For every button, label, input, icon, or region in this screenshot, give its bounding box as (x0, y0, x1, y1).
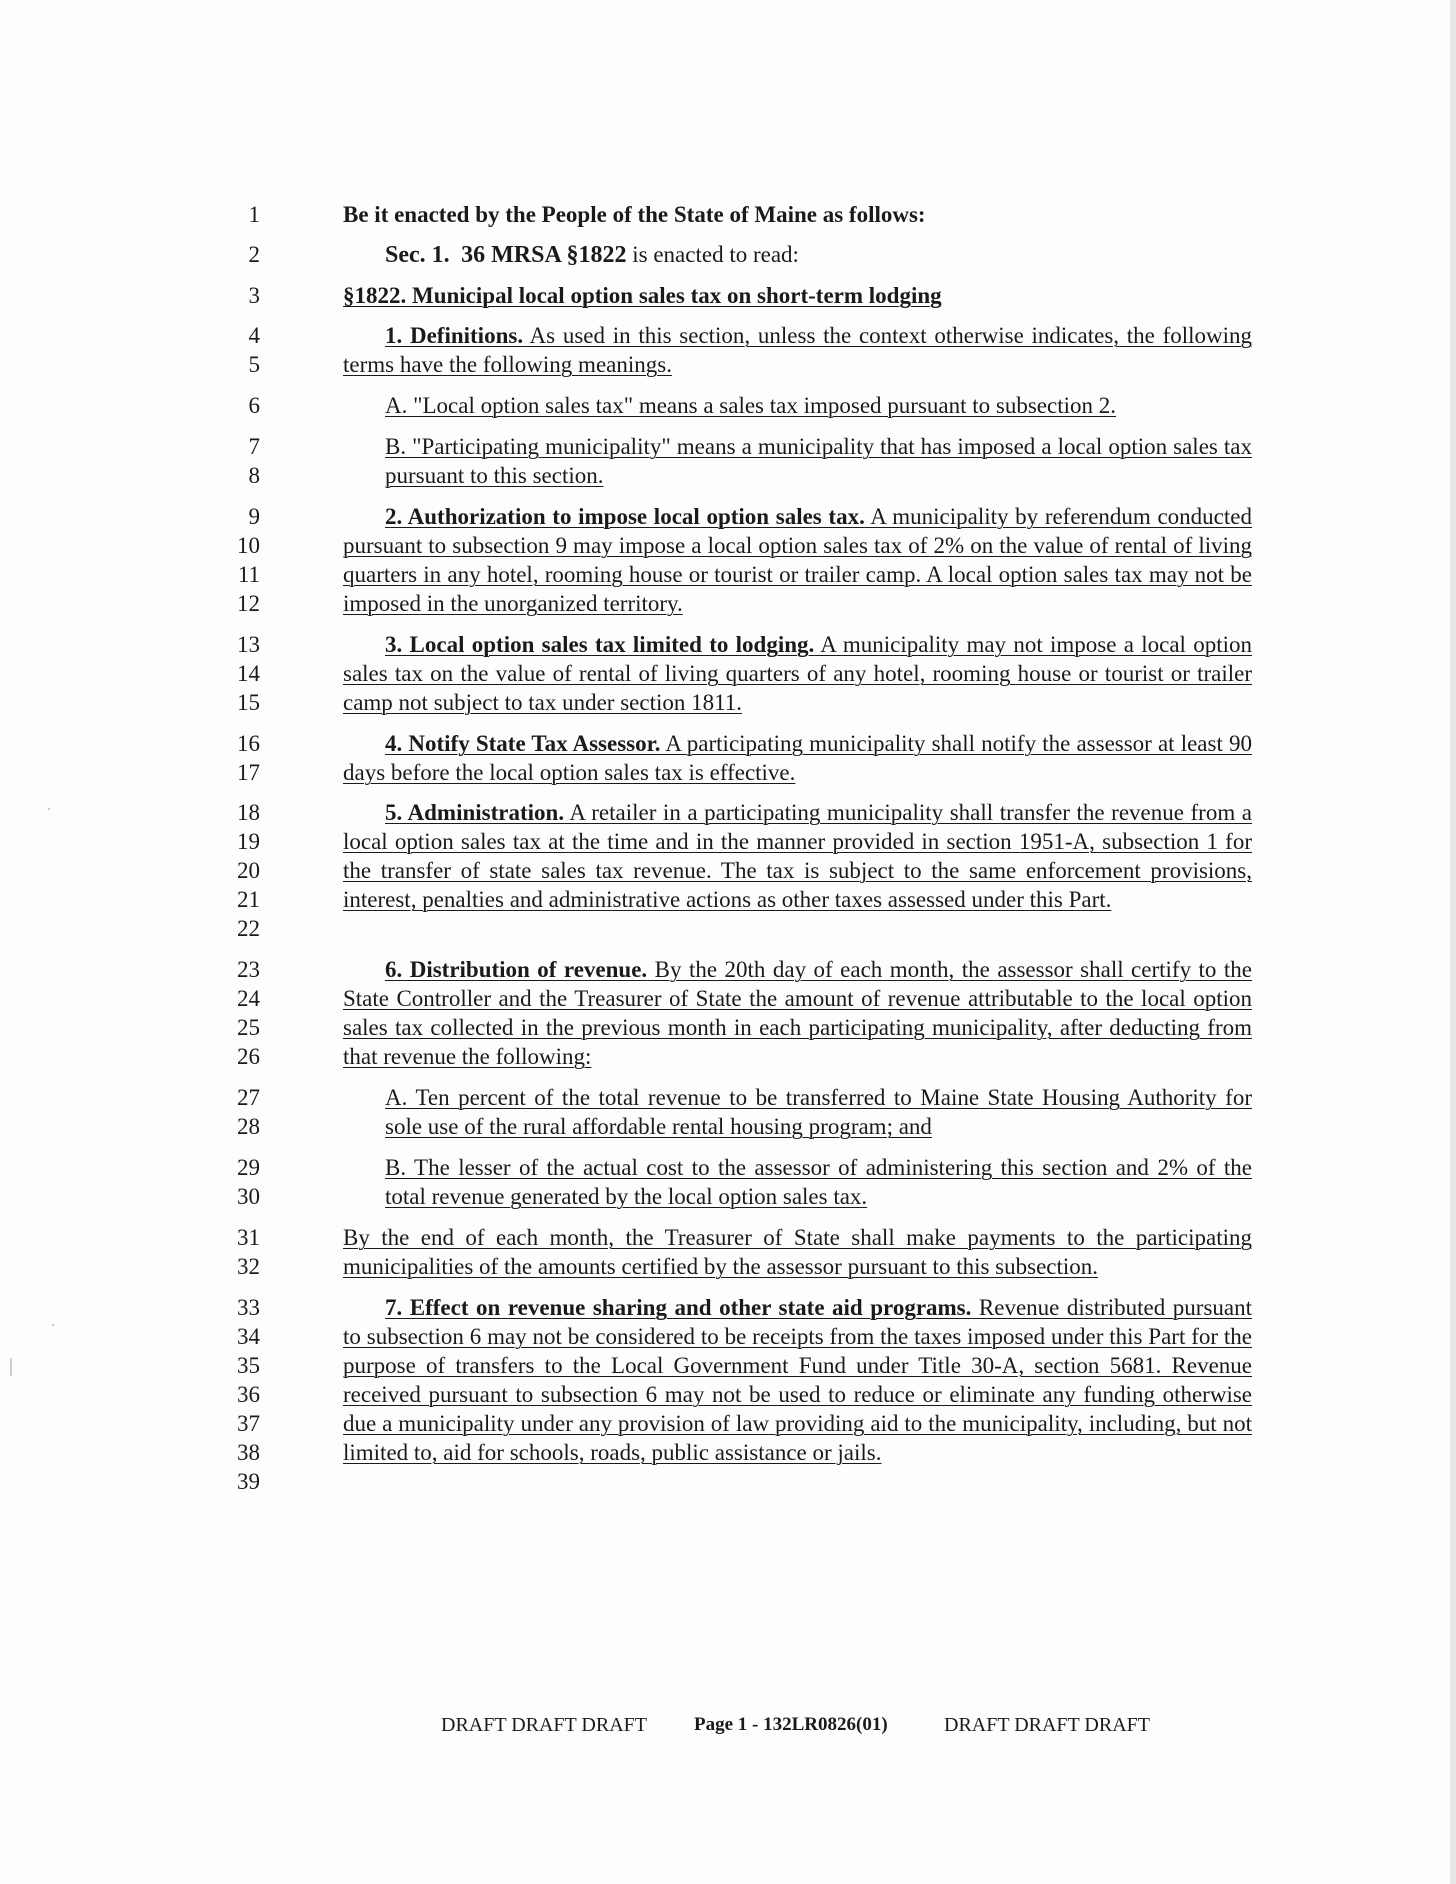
subsection-2-text: A municipality by referendum conducted pursuant to subsection 9 may impose a local option sales tax of 2% on the value of rental of living quarters in any hotel, rooming house or tourist or trailer camp. A local option sales tax may not be imposed in the unorganized territory. (343, 504, 1252, 616)
scan-speck (48, 808, 50, 810)
line-number: 28 (237, 1114, 260, 1139)
subsection-7 (343, 1293, 1252, 1467)
line-number: 22 (237, 916, 260, 941)
line-number: 3 (248, 283, 260, 308)
line-number: 26 (237, 1044, 260, 1069)
line-number: 23 (237, 957, 260, 982)
subsection-3-text: A municipality may not impose a local option sales tax on the value of rental of living quarters of any hotel, rooming house or tourist or trailer camp not subject to tax under section 1811. (343, 632, 1252, 715)
paragraph-1a: A. "Local option sales tax" means a sales tax imposed pursuant to subsection 2. (385, 393, 1116, 418)
subsection-5-title: 5. Administration. (385, 800, 565, 825)
line-number: 31 (237, 1225, 260, 1250)
line-number: 32 (237, 1254, 260, 1279)
line-number: 13 (237, 632, 260, 657)
line-number: 10 (237, 533, 260, 558)
line-number: 12 (237, 591, 260, 616)
section-heading-text: §1822. Municipal local option sales tax on short-term lodging (343, 283, 942, 308)
page-edge-shadow (1450, 0, 1456, 1884)
line-number: 27 (237, 1085, 260, 1110)
section-label: Sec. 1. (385, 242, 450, 268)
footer-draft-left: DRAFT DRAFT DRAFT (441, 1714, 647, 1736)
subsection-3-title: 3. Local option sales tax limited to lodging. (385, 632, 815, 657)
line-number: 17 (237, 760, 260, 785)
subsection-1-title: 1. Definitions. (385, 323, 524, 348)
line-number: 7 (248, 434, 260, 459)
line-number: 20 (237, 858, 260, 883)
line-number: 39 (237, 1469, 260, 1494)
subsection-4 (343, 729, 1252, 787)
footer-page-label: Page 1 - 132LR0826(01) (694, 1714, 888, 1735)
subsection-1 (343, 321, 1252, 379)
subsection-5 (343, 798, 1252, 914)
scan-speck (52, 1324, 54, 1326)
subsection-1-text: As used in this section, unless the context otherwise indicates, the following terms have the following meanings. (343, 323, 1253, 377)
subsection-7-text: Revenue distributed pursuant to subsection 6 may not be considered to be receipts from the taxes imposed under this Part for the purpose of transfers to the Local Government Fund under Title 30-A, section 5681. Revenue received pursuant to subsection 6 may not be used to reduce or eliminate any funding otherwise due a municipality under any provision of law providing aid to the municipality, including, but not limited to, aid for schools, roads, public assistance or jails. (343, 1295, 1252, 1465)
line-number: 11 (237, 562, 260, 587)
line-number: 19 (237, 829, 260, 854)
subsection-6-text: By the 20th day of each month, the assessor shall certify to the State Controller and the Treasurer of State the amount of revenue attributable to the local option sales tax collected in the previous month in each participating municipality, after deducting from that revenue the following: (343, 957, 1252, 1069)
line-number: 18 (237, 800, 260, 825)
subsection-2 (343, 502, 1252, 618)
section-heading (343, 281, 1252, 310)
line-number: 8 (248, 463, 260, 488)
line-number: 1 (248, 202, 260, 227)
line-number: 29 (237, 1155, 260, 1180)
line-number: 15 (237, 690, 260, 715)
line-number: 2 (248, 242, 260, 267)
paragraph-6b: B. The lesser of the actual cost to the assessor of administering this section and 2% of the total revenue generated by the local option sales tax. (385, 1155, 1252, 1209)
line-number: 34 (237, 1324, 260, 1349)
line-number: 9 (248, 504, 260, 529)
line-number: 14 (237, 661, 260, 686)
section-text: is enacted to read: (626, 242, 799, 267)
line-number: 36 (237, 1382, 260, 1407)
line-number: 4 (248, 323, 260, 348)
footer-draft-right: DRAFT DRAFT DRAFT (944, 1714, 1150, 1736)
enacting-clause-text: Be it enacted by the People of the State of Maine as follows: (343, 202, 926, 227)
section-line (343, 240, 1252, 270)
line-number: 38 (237, 1440, 260, 1465)
subsection-3 (343, 630, 1252, 717)
line-number: 35 (237, 1353, 260, 1378)
line-number: 37 (237, 1411, 260, 1436)
line-number: 33 (237, 1295, 260, 1320)
section-label-wrap (343, 242, 799, 267)
subsection-6-title: 6. Distribution of revenue. (385, 957, 648, 982)
line-number: 24 (237, 986, 260, 1011)
line-number: 25 (237, 1015, 260, 1040)
scan-speck (10, 1358, 12, 1376)
section-cite: 36 MRSA §1822 (461, 242, 627, 268)
subsection-5-text: A retailer in a participating municipality shall transfer the revenue from a local option sales tax at the time and in the manner provided in section 1951-A, subsection 1 for the transfer of state sales tax revenue. The tax is subject to the same enforcement provisions, interest, penalties and administrative actions as other taxes assessed under this Part. (343, 800, 1252, 912)
line-number: 16 (237, 731, 260, 756)
enacting-clause (343, 200, 1252, 229)
line-number: 30 (237, 1184, 260, 1209)
line-number: 6 (248, 393, 260, 418)
line-number: 21 (237, 887, 260, 912)
subsection-6-closing: By the end of each month, the Treasurer of State shall make payments to the participating municipalities of the amounts certified by the assessor pursuant to this subsection. (343, 1225, 1252, 1279)
subsection-6 (343, 955, 1252, 1071)
paragraph-6a: A. Ten percent of the total revenue to be transferred to Maine State Housing Authority for sole use of the rural affordable rental housing program; and (385, 1085, 1252, 1139)
subsection-7-title: 7. Effect on revenue sharing and other state aid programs. (385, 1295, 972, 1320)
paragraph-1b: B. "Participating municipality" means a municipality that has imposed a local option sales tax pursuant to this section. (385, 434, 1252, 488)
subsection-4-text: A participating municipality shall notify the assessor at least 90 days before the local option sales tax is effective. (343, 731, 1252, 785)
line-number: 5 (248, 352, 260, 377)
subsection-2-title: 2. Authorization to impose local option sales tax. (385, 504, 865, 529)
subsection-4-title: 4. Notify State Tax Assessor. (385, 731, 661, 756)
